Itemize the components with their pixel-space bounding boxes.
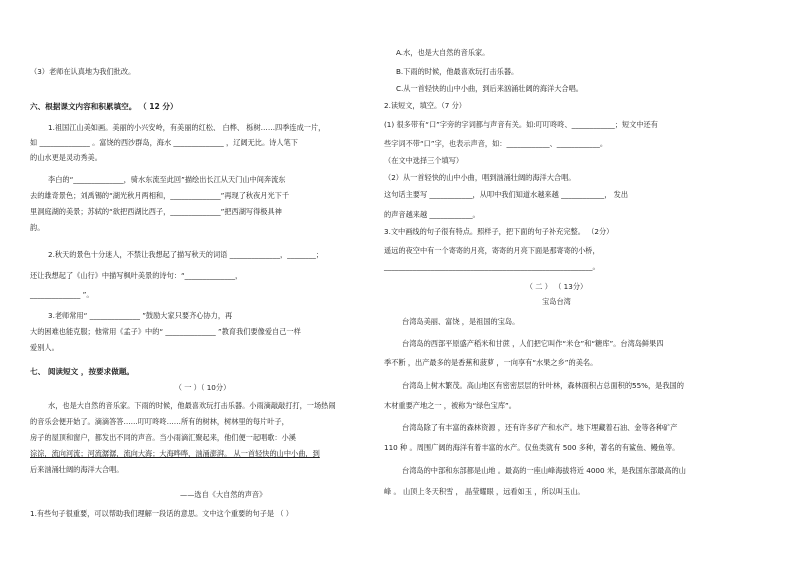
text-line: （在文中选择三个填写）: [384, 156, 464, 165]
text-line: 的山水更是灵动秀美。: [30, 153, 102, 162]
option-a: A.水，也是大自然的音乐家。: [396, 48, 490, 57]
text-line: 后来汹涌壮阔的海洋大合唱。: [30, 465, 124, 474]
text-line: 台湾岛美丽、富饶 ，是祖国的宝岛。: [402, 317, 520, 326]
text-line: 峰 。 山顶上冬天积雪 ， 晶莹耀眼 ，远看如玉 ，所以叫玉山。: [384, 487, 585, 496]
text-line: 遥远的夜空中有一个寄寄的月亮，寄寄的月亮下面是那寄寄的小桥，: [384, 246, 600, 255]
text-line: 还让我想起了《山行》中描写枫叶美景的诗句：“______________，: [30, 271, 243, 280]
text-line: 爱别人。: [30, 343, 59, 352]
text-line: 的音乐会便开始了。滴滴答答……叮叮咚咚……所有的树林，树林里的每片叶子，: [30, 417, 289, 426]
text-line: 些字词不带“口”字，也表示声音，如：____________、____________。: [384, 139, 608, 148]
text-line: 这句话主要写 ____________，从叩中我们知道水越来越 ____________， 发出: [384, 190, 629, 199]
text-line: 韵。: [30, 223, 45, 232]
text-line: 房子的屋顶和窗户，都发出不同的声音。当小雨滴汇聚起来，他们便一起唱歌：小溪: [30, 433, 296, 442]
section-seven-heading: 七、 阅读短文 ，按要求做题。: [30, 367, 135, 376]
text-line: 木材重要产地之一 ，被称为“绿色宝库”。: [384, 401, 516, 410]
source-citation: ——选自《大自然的声音》: [180, 490, 267, 499]
text-line: 李白的“______________，骑水东流至此回”描绘出长江从天门山中间奔流东: [48, 175, 286, 184]
text-line: (1) 很多带有“口”字旁的字词都与声音有关。如:叮叮咚咚、____________；短文中还有: [384, 120, 658, 129]
section-six-heading: 六、根据课文内容和积累填空。 （ 12 分）: [30, 102, 178, 111]
passage-two-heading: （ 二 ） （ 13分）: [525, 282, 588, 291]
passage-two-title: 宝岛台湾: [542, 297, 571, 306]
text-line: 里洞庭湖的美景；苏轼的“欲把西湖比西子，______________”把西湖写得极具神: [30, 207, 282, 216]
text-line: 的声音越来越 ____________。: [384, 210, 480, 219]
text-line: 台湾岛的西部平原盛产稻米和甘蔗 ，人们把它叫作“米仓”和“糖库”。台湾岛鲜果四: [402, 339, 664, 348]
text-line: （3）老师在认真地为我们批改。: [30, 67, 136, 76]
question-line: 3.文中画线的句子很有特点。照样子，把下面的句子补充完整。 （2分）: [384, 227, 614, 236]
text-line: 大的困难也能克服；他常用《孟子》中的“ ______________ ”教育我们要像爱自己一样: [30, 327, 301, 336]
text-line: 1.祖国江山美如画。美丽的小兴安岭，有美丽的红松、 白桦、 栎树……四季连成一片，: [48, 123, 326, 132]
underlined-text-line: 淙淙，流向河流；河流潺潺，流向大海；大海哗哗，汹涌澎湃。 从一首轻快的山中小曲，到: [30, 449, 320, 458]
text-line: 台湾岛上树木繁茂。高山地区有密密层层的针叶林，森林面积占总面积的55%，是我国的: [402, 381, 684, 390]
text-line: （2）从一首轻快的山中小曲，唱到汹涌壮阔的海洋大合唱。: [384, 173, 576, 182]
question-line: 2.读短文，填空。（7 分）: [384, 101, 466, 110]
text-line: ______________ ”。: [30, 290, 94, 299]
text-line: 110 种 。周围广阔的海洋有着丰富的水产。仅鱼类就有 500 多种，著名的有鲨鱼、鳗鱼等。: [384, 443, 680, 452]
answer-blank-line: __________________________________________________________。: [384, 262, 600, 271]
option-c: C.从一首轻快的山中小曲，到后来汹涌壮阔的海洋大合唱。: [396, 84, 583, 93]
text-line: 台湾岛的中部和东部都是山地 。最高的一座山峰海拔将近 4000 米，是我国东部最高的山: [402, 466, 686, 475]
text-line: 2.秋天的景色十分迷人，不禁让我想起了描写秋天的词语 ______________，________；: [48, 250, 324, 259]
option-b: B.下雨的时候，他最喜欢玩打击乐器。: [396, 67, 519, 76]
text-line: 台湾岛除了有丰富的森林资源 ，还有许多矿产和水产。地下埋藏着石油、金等各种矿产: [402, 423, 678, 432]
passage-one-heading: （ 一 ）（ 10分）: [174, 383, 231, 392]
question-line: 1.有些句子很重要，可以帮助我们理解一段话的意思。文中这个重要的句子是 （ ）: [30, 509, 293, 518]
text-line: 去的雄奇景色；刘禹锡的“湖光秋月两相和，______________”再现了秋夜月光下千: [30, 191, 290, 200]
text-line: 季不断 ，出产最多的是香蕉和菠萝 ，一向享有“水果之乡”的美名。: [384, 358, 598, 367]
text-line: 如 ______________ 。富饶的西沙群岛，海水 ______________ ，辽阔无比。诗人笔下: [30, 138, 298, 147]
text-line: 3.老师常用“ ______________ ”鼓励大家只要齐心协力，再: [48, 311, 233, 320]
text-line: 水，也是大自然的音乐家。下雨的时候，他最喜欢玩打击乐器。小雨滴敲敲打打，一场热闹: [48, 401, 336, 410]
